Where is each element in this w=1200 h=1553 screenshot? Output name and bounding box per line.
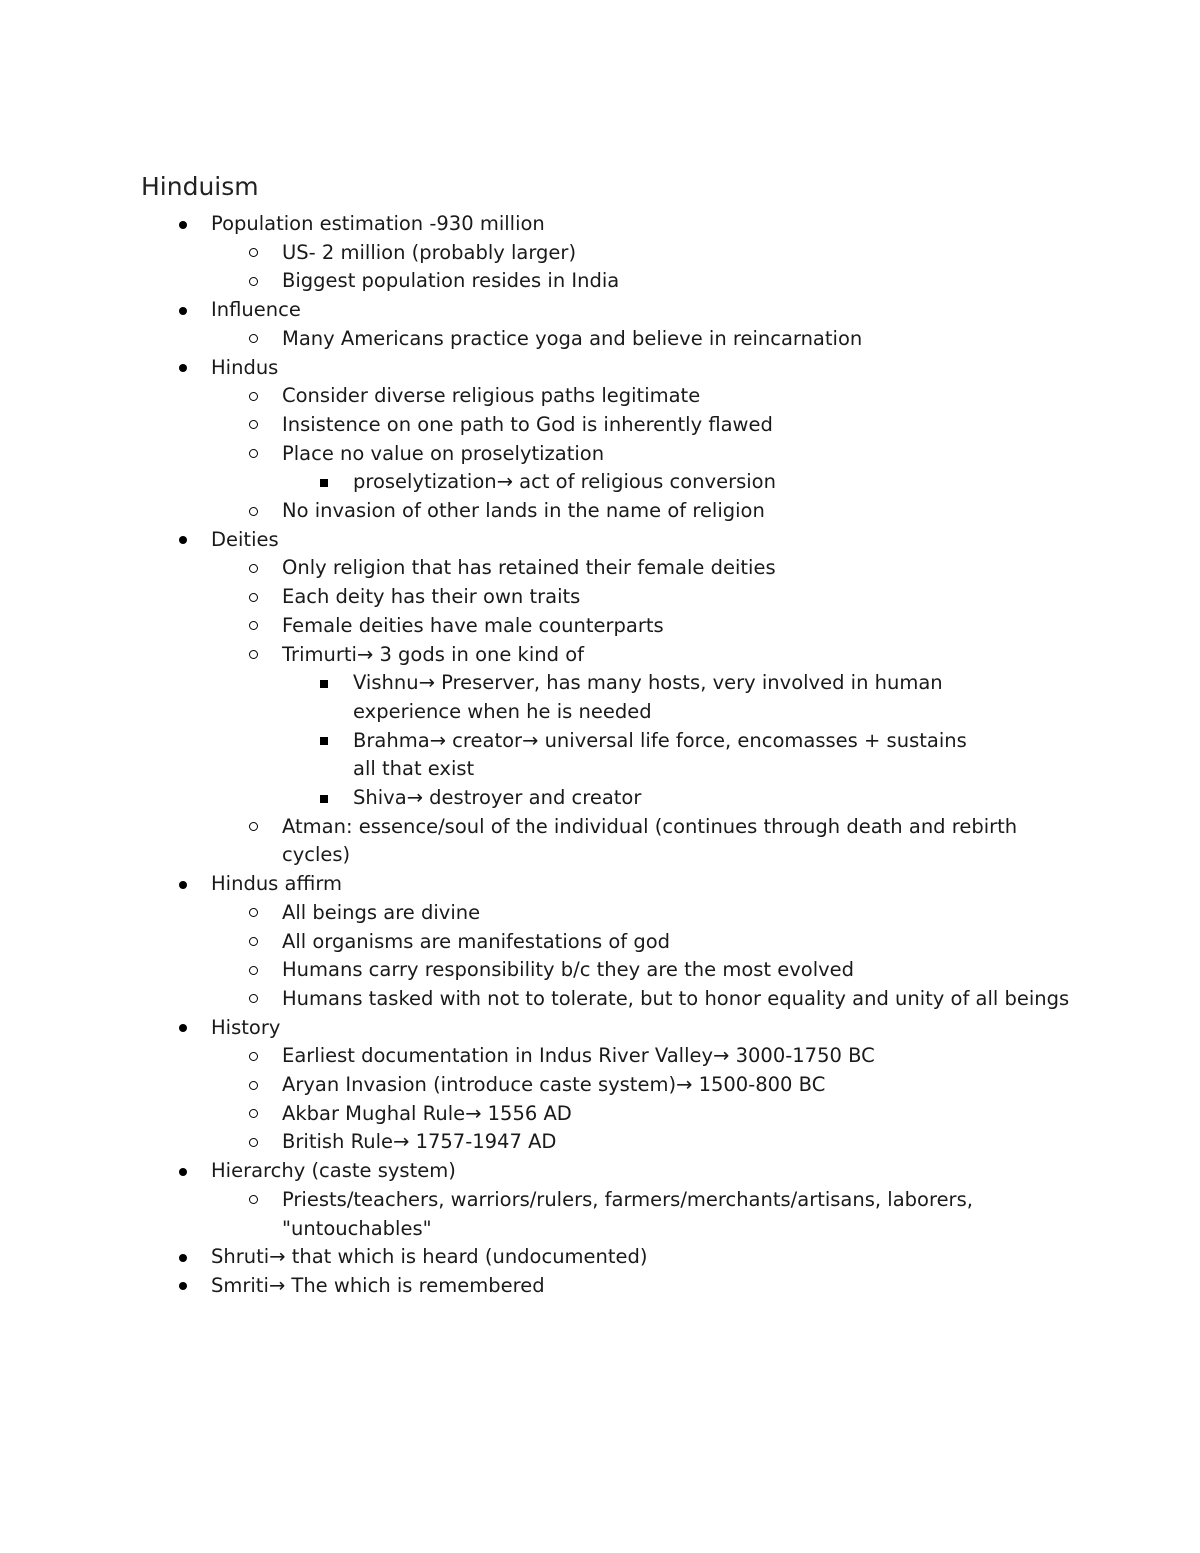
bullet-circle-icon: [249, 1081, 258, 1090]
bullet-circle-icon: [249, 994, 258, 1003]
list-item-level-1: Population estimation -930 million: [211, 212, 545, 235]
list-item-continuation: experience when he is needed: [353, 699, 652, 723]
bullet-circle-icon: [249, 937, 258, 946]
list-item-level-2: Female deities have male counterparts: [282, 613, 664, 637]
bullet-disc-icon: [179, 1024, 187, 1032]
bullet-disc-icon: [179, 1282, 187, 1290]
list-item-level-2: All beings are divine: [282, 900, 481, 924]
list-item-level-1: History: [211, 1015, 281, 1039]
bullet-disc-icon: [179, 307, 187, 315]
list-item-level-2: British Rule→ 1757-1947 AD: [282, 1130, 557, 1154]
list-item-level-2: No invasion of other lands in the name of religion: [282, 499, 765, 522]
list-item-level-3: Shiva→ destroyer and creator: [353, 786, 642, 809]
bullet-circle-icon: [249, 420, 258, 429]
bullet-square-icon: [320, 737, 328, 745]
list-item-level-2: Consider diverse religious paths legitimate: [282, 384, 701, 408]
bullet-circle-icon: [249, 507, 258, 516]
bullet-circle-icon: [249, 650, 258, 659]
bullet-disc-icon: [179, 364, 187, 372]
bullet-circle-icon: [249, 1138, 258, 1147]
list-item-level-2: Insistence on one path to God is inherently flawed: [282, 412, 773, 436]
list-item-level-1: Shruti→ that which is heard (undocumented): [211, 1245, 648, 1269]
list-item-level-2: Biggest population resides in India: [282, 269, 620, 293]
list-item-level-2: Priests/teachers, warriors/rulers, farmers/merchants/artisans, laborers,: [282, 1187, 973, 1211]
page-title: Hinduism: [141, 172, 259, 201]
bullet-disc-icon: [179, 1254, 187, 1262]
bullet-circle-icon: [249, 1195, 258, 1204]
bullet-circle-icon: [249, 908, 258, 917]
bullet-disc-icon: [179, 536, 187, 544]
list-item-level-1: Influence: [211, 298, 301, 322]
list-item-level-2: Each deity has their own traits: [282, 585, 581, 609]
bullet-disc-icon: [179, 881, 187, 889]
bullet-circle-icon: [249, 966, 258, 975]
bullet-circle-icon: [249, 1109, 258, 1118]
list-item-level-1: Hindus: [211, 355, 279, 379]
list-item-level-2: Only religion that has retained their female deities: [282, 556, 776, 580]
list-item-level-3: Vishnu→ Preserver, has many hosts, very involved in human: [353, 671, 943, 695]
list-item-level-2: Atman: essence/soul of the individual (continues through death and rebirth: [282, 814, 1018, 838]
list-item-level-2: Akbar Mughal Rule→ 1556 AD: [282, 1101, 572, 1125]
list-item-continuation: "untouchables": [282, 1216, 432, 1240]
bullet-circle-icon: [249, 334, 258, 343]
bullet-circle-icon: [249, 822, 258, 831]
list-item-level-2: Humans carry responsibility b/c they are the most evolved: [282, 958, 855, 982]
bullet-square-icon: [320, 479, 328, 487]
bullet-disc-icon: [179, 1168, 187, 1176]
bullet-circle-icon: [249, 277, 258, 286]
list-item-level-3: Brahma→ creator→ universal life force, encomasses + sustains: [353, 728, 967, 752]
bullet-circle-icon: [249, 1052, 258, 1061]
bullet-square-icon: [320, 680, 328, 688]
bullet-circle-icon: [249, 564, 258, 573]
bullet-circle-icon: [249, 392, 258, 401]
list-item-level-3: proselytization→ act of religious conversion: [353, 470, 776, 494]
list-item-level-1: Hierarchy (caste system): [211, 1159, 456, 1183]
bullet-circle-icon: [249, 593, 258, 602]
list-item-continuation: all that exist: [353, 757, 475, 781]
list-item-level-2: Trimurti→ 3 gods in one kind of: [282, 642, 585, 666]
list-item-level-2: Earliest documentation in Indus River Valley→ 3000-1750 BC: [282, 1044, 875, 1068]
list-item-level-2: Many Americans practice yoga and believe in reincarnation: [282, 326, 863, 350]
bullet-circle-icon: [249, 248, 258, 257]
list-item-level-1: Smriti→ The which is remembered: [211, 1273, 545, 1297]
bullet-circle-icon: [249, 621, 258, 630]
list-item-level-1: Deities: [211, 527, 279, 551]
list-item-continuation: cycles): [282, 843, 351, 867]
list-item-level-2: Aryan Invasion (introduce caste system)→ 1500-800 BC: [282, 1073, 826, 1096]
list-item-level-1: Hindus affirm: [211, 872, 343, 896]
list-item-level-2: All organisms are manifestations of god: [282, 929, 671, 953]
list-item-level-2: Humans tasked with not to tolerate, but to honor equality and unity of all beings: [282, 986, 1070, 1010]
bullet-disc-icon: [179, 221, 187, 229]
list-item-level-2: US- 2 million (probably larger): [282, 240, 577, 264]
bullet-square-icon: [320, 795, 328, 803]
bullet-circle-icon: [249, 449, 258, 458]
list-item-level-2: Place no value on proselytization: [282, 441, 605, 465]
